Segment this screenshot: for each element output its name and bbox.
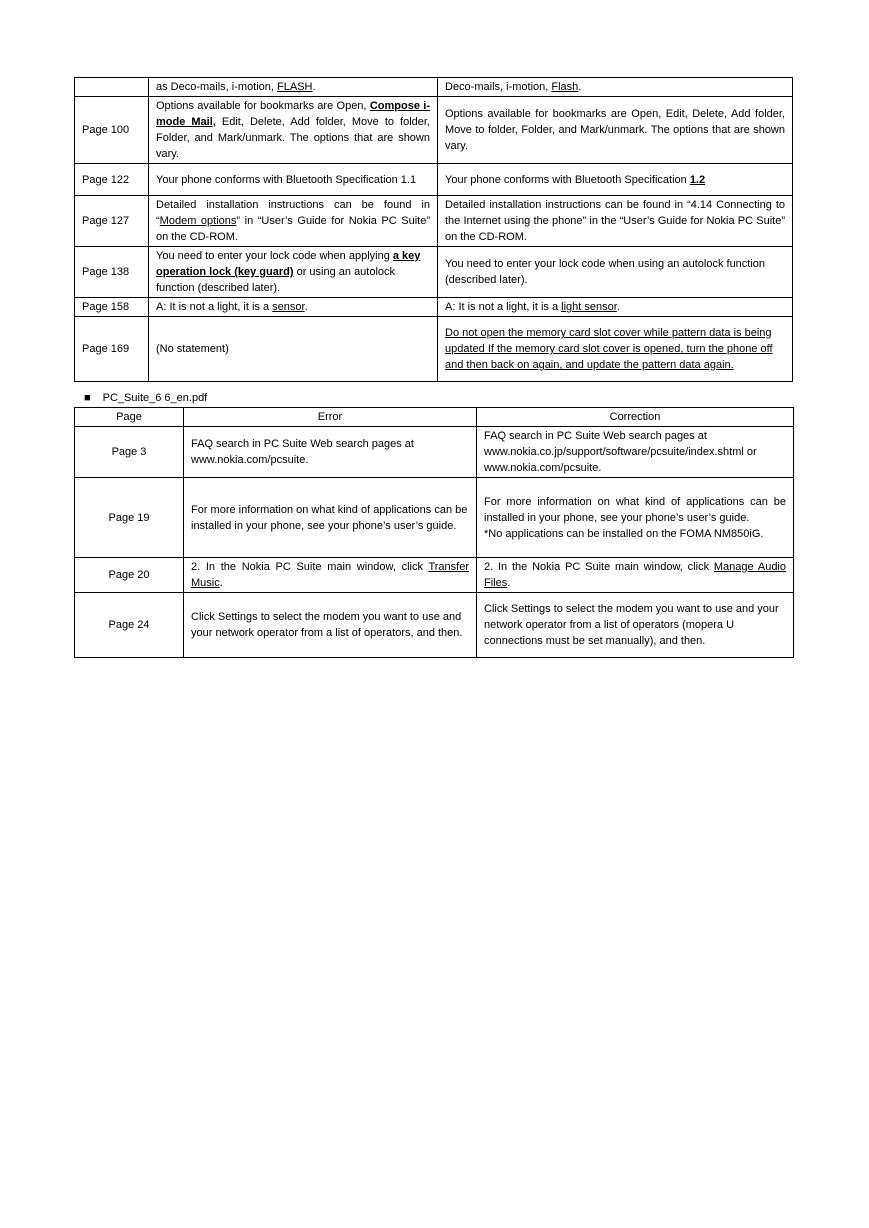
error-text-tail: Edit, Delete, Add folder, Move to folder, Folder, and Mark/unmark. The options that are shown vary.: [156, 116, 431, 160]
correction-cell: You need to enter your lock code when using an autolock function (described later).: [438, 247, 793, 298]
error-text-tail: .: [219, 577, 223, 589]
error-cell: [149, 97, 438, 164]
error-cell: [149, 78, 438, 97]
error-cell: [149, 196, 438, 247]
correction-underlined-text: light sensor: [561, 301, 617, 313]
correction-cell: [477, 558, 794, 593]
correction-cell: [438, 317, 793, 382]
correction-cell: [438, 298, 793, 317]
correction-text: For more information on what kind of applications can be installed in your phone, see your phone’s user’s guide.: [484, 495, 786, 524]
page-cell: Page 100: [75, 97, 149, 164]
correction-text: Your phone conforms with Bluetooth Specification: [445, 173, 690, 186]
table-row: [75, 427, 794, 478]
square-bullet-icon: ■: [84, 392, 91, 404]
error-cell: Click Settings to select the modem you want to use and your network operator from a list of operators, and then.: [184, 593, 477, 658]
error-cell: For more information on what kind of applications can be installed in your phone, see your phone’s user’s guide.: [184, 478, 477, 558]
correction-text-tail: .: [616, 301, 620, 313]
page-cell: Page 127: [75, 196, 149, 247]
errata-table-1: [74, 77, 793, 382]
error-cell: [184, 558, 477, 593]
error-text: A: It is not a light, it is a: [156, 301, 273, 313]
table-header-row: [75, 408, 794, 427]
error-text: as Deco-mails, i-motion,: [156, 81, 278, 93]
page-cell: Page 24: [75, 593, 184, 658]
page-cell: Page 20: [75, 558, 184, 593]
correction-cell: FAQ search in PC Suite Web search pages at www.nokia.co.jp/support/software/pcsuite/index.shtml or www.nokia.com/pcsuite.: [477, 427, 794, 478]
error-cell: FAQ search in PC Suite Web search pages at www.nokia.com/pcsuite.: [184, 427, 477, 478]
document-filename: PC_Suite_6 6_en.pdf: [102, 392, 208, 404]
table-row: [75, 78, 793, 97]
error-text-tail: or using an autolock function (described later).: [156, 266, 396, 294]
page-cell: Page 138: [75, 247, 149, 298]
error-text-tail: ” in “User’s Guide for Nokia PC Suite” on the CD-ROM.: [156, 215, 430, 243]
page-cell: Page 19: [75, 478, 184, 558]
correction-text: Deco-mails, i-motion,: [445, 81, 552, 93]
correction-bold-underlined-text: 1.2: [689, 173, 706, 186]
table-row: [75, 97, 793, 164]
correction-text: 2. In the Nokia PC Suite main window, click: [484, 561, 714, 573]
error-text-tail: .: [312, 81, 316, 93]
error-cell: [149, 247, 438, 298]
errata-table-2: [74, 407, 794, 658]
table-row: [75, 478, 794, 558]
page-cell: Page 122: [75, 164, 149, 196]
column-header-error: Error: [184, 408, 477, 427]
table-row: [75, 196, 793, 247]
error-underlined-text: Modem options: [159, 215, 237, 227]
error-bold-underlined-text: Compose i-mode Mail,: [156, 100, 430, 128]
error-text: You need to enter your lock code when applying: [156, 250, 393, 262]
error-text: Detailed installation instructions can be found in “: [156, 199, 430, 227]
error-underlined-text: FLASH: [277, 81, 313, 93]
error-underlined-text: sensor: [272, 301, 305, 313]
table-row: [75, 593, 794, 658]
column-header-correction: Correction: [477, 408, 794, 427]
correction-underlined-text: Flash: [551, 81, 579, 93]
correction-text: A: It is not a light, it is a: [445, 301, 562, 313]
correction-underlined-text: Manage Audio Files: [484, 561, 786, 589]
error-cell: [149, 298, 438, 317]
correction-note: *No applications can be installed on the FOMA NM850iG.: [484, 527, 764, 540]
correction-cell: Click Settings to select the modem you want to use and your network operator from a list of operators (mopera U connections must be set manually), and then.: [477, 593, 794, 658]
table-row: [75, 247, 793, 298]
correction-cell: [438, 78, 793, 97]
page-cell: Page 169: [75, 317, 149, 382]
correction-cell: [477, 478, 794, 558]
correction-underlined-text: Do not open the memory card slot cover while pattern data is being updated If the memory card slot cover is opened, turn the phone off and then back on again, and update the pattern data again.: [445, 327, 773, 371]
column-header-page: Page: [75, 408, 184, 427]
correction-text-tail: .: [507, 577, 511, 589]
correction-cell: Detailed installation instructions can be found in “4.14 Connecting to the Internet using the phone” in the “User’s Guide for Nokia PC Suite” on the CD-ROM.: [438, 196, 793, 247]
table-row: [75, 558, 794, 593]
table-row: [75, 317, 793, 382]
table-row: [75, 164, 793, 196]
error-text-tail: .: [304, 301, 308, 313]
table-row: [75, 298, 793, 317]
section-heading: [84, 390, 207, 406]
error-text: Options available for bookmarks are Open,: [156, 100, 370, 112]
error-bold-underlined-text: a key operation lock (key guard): [156, 250, 421, 278]
page-cell: [75, 78, 149, 97]
error-text: 2. In the Nokia PC Suite main window, click: [191, 561, 429, 573]
error-underlined-text: Transfer Music: [191, 561, 469, 589]
error-cell: (No statement): [149, 317, 438, 382]
page-cell: Page 158: [75, 298, 149, 317]
error-cell: Your phone conforms with Bluetooth Specification 1.1: [149, 164, 438, 196]
correction-cell: Options available for bookmarks are Open, Edit, Delete, Add folder, Move to folder, Folder, and Mark/unmark. The options that are shown vary.: [438, 97, 793, 164]
correction-cell: [438, 164, 793, 196]
page-cell: Page 3: [75, 427, 184, 478]
correction-text-tail: .: [578, 81, 582, 93]
